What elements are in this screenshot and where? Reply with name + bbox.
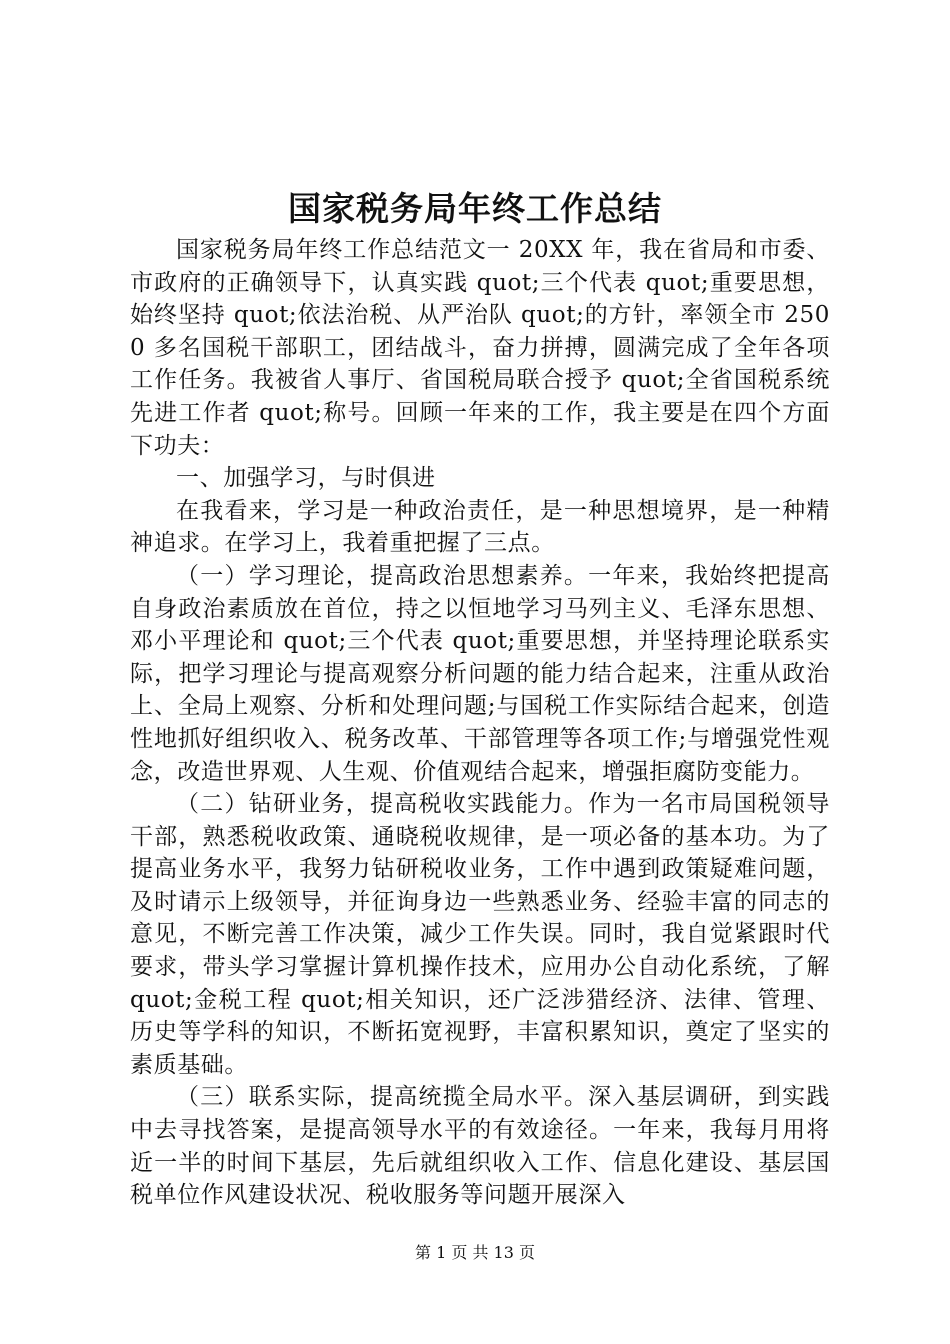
paragraph-theory: （一）学习理论，提高政治思想素养。一年来，我始终把提高自身政治素质放在首位，持之以恒地学习马列主义、毛泽东思想、邓小平理论和 quot;三个代表 quot;重要思想，并坚持理论联系实际，把学习理论与提高观察分析问题的能力结合起来，注重从政治上、全局上观察、分析和处理问题;与国税工作实际结合起来，创造性地抓好组织收入、税务改革、干部管理等各项工作;与增强党性观念，改造世界观、人生观、价值观结合起来，增强拒腐防变能力。 [130, 562, 830, 785]
paragraph-intro: 国家税务局年终工作总结范文一 20XX 年，我在省局和市委、市政府的正确领导下，认真实践 quot;三个代表 quot;重要思想，始终坚持 quot;依法治税、从严治队 quot;的方针，率领全市 2500 多名国税干部职工，团结战斗，奋力拼搏，圆满完成了全年各项工作任务。我被省人事厅、省国税局联合授予 quot;全省国税系统先进工作者 quot;称号。回顾一年来的工作，我主要是在四个方面下功夫： [130, 237, 830, 459]
page-number-footer: 第 1 页 共 13 页 [415, 1243, 535, 1262]
paragraph-business: （二）钻研业务，提高税收实践能力。作为一名市局国税领导干部，熟悉税收政策、通晓税收规律，是一项必备的基本功。为了提高业务水平，我努力钻研税收业务，工作中遇到政策疑难问题，及时请示上级领导，并征询身边一些熟悉业务、经验丰富的同志的意见，不断完善工作决策，减少工作失误。同时，我自觉紧跟时代要求，带头学习掌握计算机操作技术，应用办公自动化系统，了解 quot;金税工程 quot;相关知识，还广泛涉猎经济、法律、管理、历史等学科的知识，不断拓宽视野，丰富积累知识，奠定了坚实的素质基础。 [130, 791, 830, 1078]
paragraph-practice: （三）联系实际，提高统揽全局水平。深入基层调研，到实践中去寻找答案，是提高领导水平的有效途径。一年来，我每月用将近一半的时间下基层，先后就组织收入工作、信息化建设、基层国税单位作风建设状况、税收服务等问题开展深入 [130, 1084, 830, 1209]
document-body [130, 234, 830, 1212]
document-title: 国家税务局年终工作总结 [288, 189, 662, 228]
section-heading-1: 一、加强学习，与时俱进 [176, 465, 436, 492]
paragraph-learning: 在我看来，学习是一种政治责任，是一种思想境界，是一种精神追求。在学习上，我着重把握了三点。 [130, 497, 830, 557]
